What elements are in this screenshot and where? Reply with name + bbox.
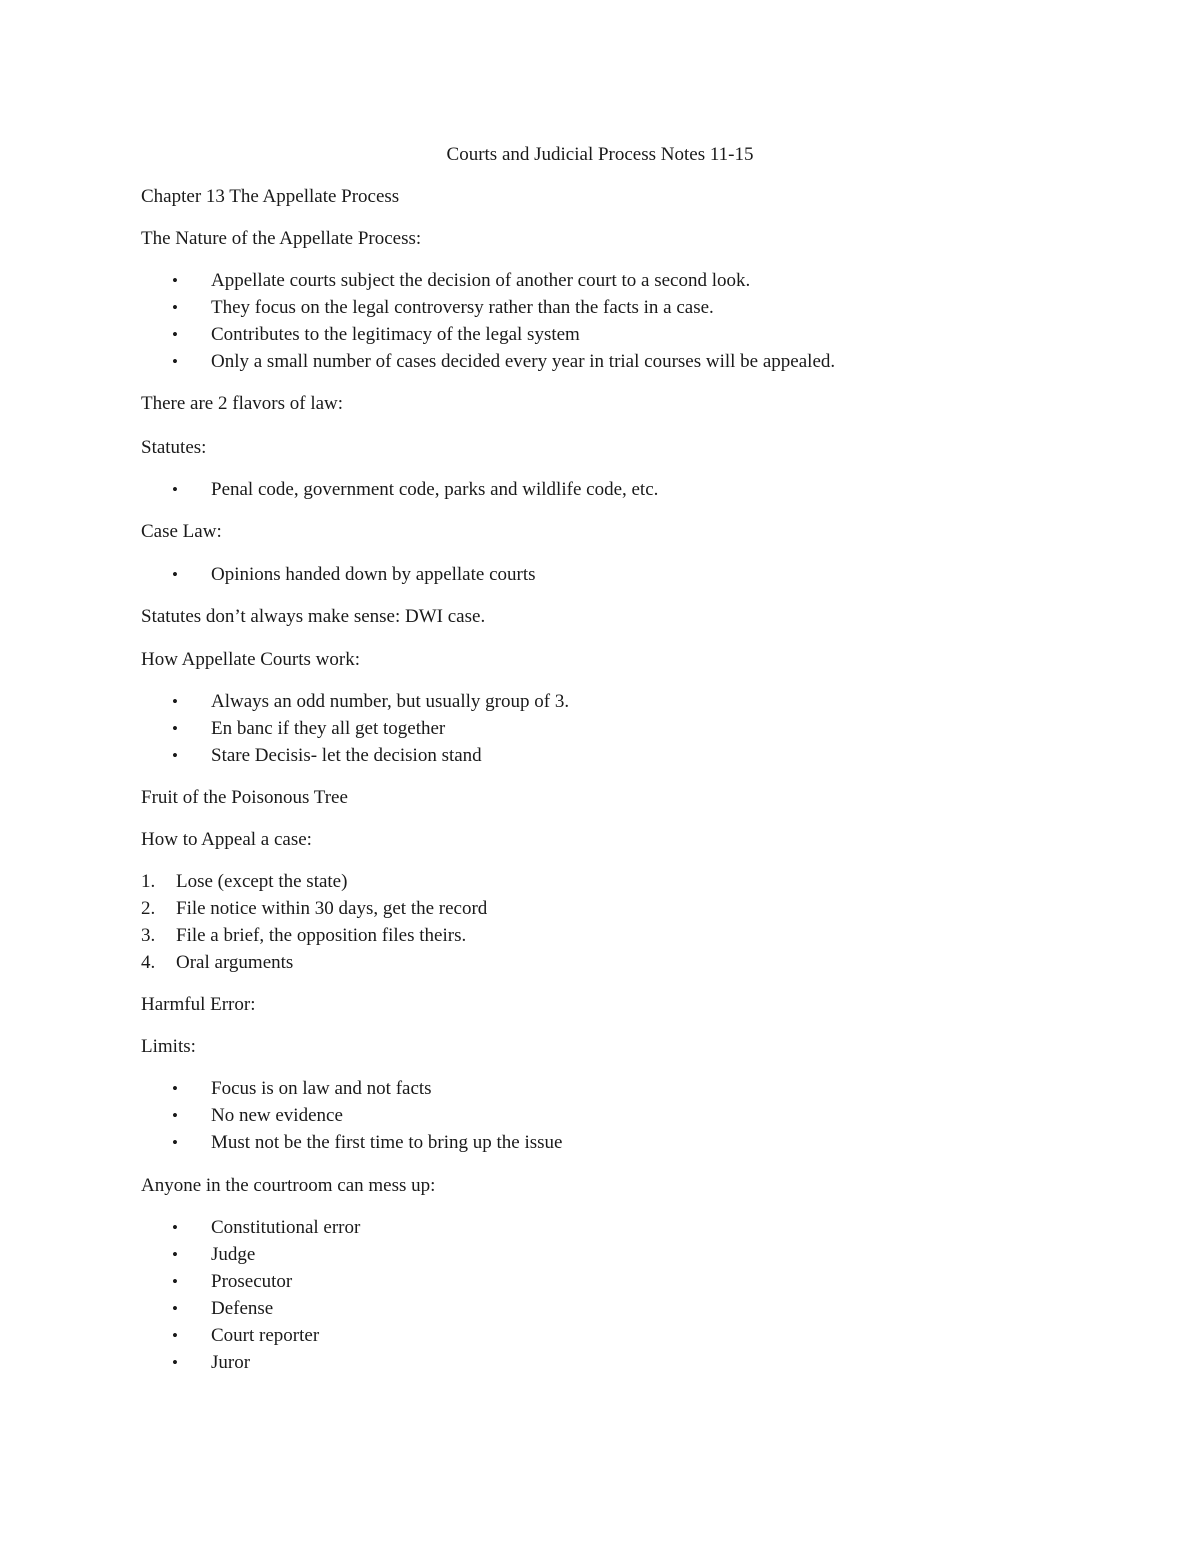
bullet-icon: • <box>172 1326 178 1345</box>
document-page: Courts and Judicial Process Notes 11-15 Chapter 13 The Appellate Process The Nature of the Appellate Process: • Appellate courts subject the decision of another court to a second look. • They focus on the legal controversy rather than the facts in a case. • Contributes to the legitimacy of the legal system • Only a small number of cases decided every year in trial courses will be appealed. There are 2 flavors of law: Statutes: • Penal code, government code, parks and wildlife code, etc. Case Law: • Opinions handed down by appellate courts Statutes don’t always make sense: DWI case. How Appellate Courts work: • Always an odd number, but usually group of 3. • En banc if they all get together • Stare Decisis- let the decision stand Fruit of the Poisonous Tree How to Appeal a case: 1. Lose (except the state) 2. File notice within 30 days, get the record 3. File a brief, the opposition files theirs. 4. Oral arguments Harmful Error: Limits: • Focus is on law and not facts • No new evidence • Must not be the first time to bring up the issue Anyone in the courtroom can mess up: • Constitutional error • Judge • Prosecutor • Defense • Court reporter • Juror <box>0 0 1200 1553</box>
bullet-icon: • <box>172 1218 178 1237</box>
bullet-icon: • <box>172 480 178 499</box>
bullet-icon: • <box>172 1353 178 1372</box>
bullet-icon: • <box>172 271 178 290</box>
bullet-icon: • <box>172 298 178 317</box>
document-title: Courts and Judicial Process Notes 11-15 <box>446 144 754 165</box>
statutes-heading: Statutes: <box>141 437 207 458</box>
appeal-heading: How to Appeal a case: <box>141 829 312 850</box>
bullet-icon: • <box>172 352 178 371</box>
bullet-icon: • <box>172 1245 178 1264</box>
fruit-heading: Fruit of the Poisonous Tree <box>141 787 348 808</box>
bullet-icon: • <box>172 325 178 344</box>
limits-heading: Limits: <box>141 1036 196 1057</box>
chapter-heading: Chapter 13 The Appellate Process <box>141 186 400 207</box>
bullet-icon: • <box>172 1133 178 1152</box>
bullet-icon: • <box>172 1299 178 1318</box>
case-law-heading: Case Law: <box>141 521 222 542</box>
harmful-error-heading: Harmful Error: <box>141 994 256 1015</box>
bullet-icon: • <box>172 1079 178 1098</box>
anyone-heading: Anyone in the courtroom can mess up: <box>141 1175 436 1196</box>
statutes-sense-text: Statutes don’t always make sense: DWI case. <box>141 606 486 627</box>
flavors-heading: There are 2 flavors of law: <box>141 393 344 414</box>
bullet-icon: • <box>172 692 178 711</box>
bullet-icon: • <box>172 565 178 584</box>
bullet-icon: • <box>172 1106 178 1125</box>
how-work-heading: How Appellate Courts work: <box>141 649 361 670</box>
bullet-icon: • <box>172 1272 178 1291</box>
bullet-icon: • <box>172 719 178 738</box>
nature-heading: The Nature of the Appellate Process: <box>141 228 422 249</box>
bullet-icon: • <box>172 746 178 765</box>
